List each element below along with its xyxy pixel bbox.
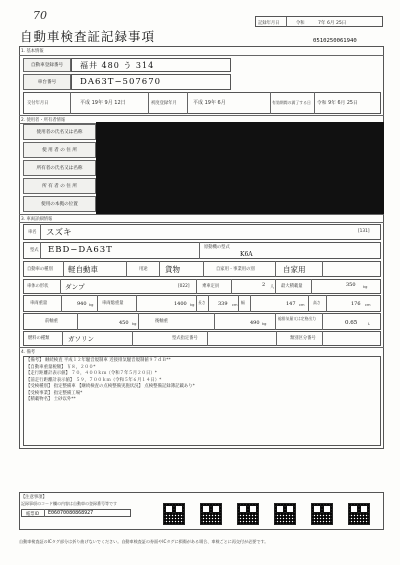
length-unit: cm	[232, 303, 238, 307]
body-code: [022]	[178, 284, 190, 289]
purpose-value: 自家用	[283, 265, 306, 274]
owner-address-label-box	[23, 178, 96, 194]
model-label: 型式	[30, 248, 39, 253]
displacement-value: 0.65	[345, 320, 358, 326]
purpose-label: 自家用・事業用の別	[216, 267, 255, 272]
rear-axle-value: 490	[250, 320, 260, 326]
sheet-id-value: E06070080868927	[48, 510, 94, 516]
front-axle-label: 前軸重	[45, 319, 58, 324]
body-label: 車体の形状	[27, 284, 49, 289]
model-value: EBD−DA63T	[48, 245, 113, 255]
width-label: 幅	[241, 300, 245, 305]
issue-label: 交付年月日	[27, 101, 49, 106]
fuel-label: 燃料の種類	[28, 336, 50, 341]
reg-label: 自動車登録番号	[30, 63, 64, 68]
first-reg-label: 初度登録年月	[151, 101, 177, 106]
weight-label: 車両重量	[30, 301, 48, 306]
document-number: 0510250061940	[313, 38, 357, 44]
length-label: 長さ	[198, 300, 206, 305]
width-value: 147	[286, 301, 296, 307]
engine-label: 原動機の型式	[204, 245, 230, 250]
base-label-box	[23, 196, 96, 212]
front-axle-value: 450	[119, 320, 129, 326]
remark-line: 【受検種別】 指定整備車 【継続検査の点検整備実施状況】 点検整備記録簿記載あり*	[26, 384, 195, 389]
remark-line: 【前走行距離計表示値】 ５９，７００ｋｍ（令和５年６月１４日）*	[26, 377, 162, 383]
weight-unit: kg	[89, 303, 94, 307]
maker-label: 車名	[28, 230, 37, 235]
section3-heading: 3. 車両詳細情報	[21, 217, 53, 222]
redacted-owner-block	[96, 122, 384, 214]
qr-code-2	[200, 503, 222, 525]
capacity-label: 乗車定員	[202, 284, 220, 289]
document-title: 自動車検査証記録事項	[20, 29, 156, 44]
chassis-label: 車台番号	[37, 80, 57, 85]
remarks-list	[26, 358, 195, 404]
maker-row	[23, 224, 381, 240]
note-title: 【注意事項】	[21, 495, 47, 500]
maxload-unit: kg	[363, 285, 368, 289]
maxload-label: 最大積載量	[281, 284, 303, 289]
first-reg-value: 平成 19年 6月	[193, 100, 226, 106]
gross-unit: kg	[190, 303, 195, 307]
displacement-unit: L	[368, 322, 371, 326]
user-name-label: 使用者の氏名又は名称	[36, 130, 83, 135]
capacity-value: 2	[262, 282, 266, 288]
expiry-value: 令和 9年 6月 25日	[317, 101, 358, 106]
remark-line: 【走行距離計表示値】 ７０，４００ｋｍ（令和７年５月２０日）*	[26, 371, 157, 376]
reg-value: 福井 480 う 314	[80, 61, 155, 70]
use-label: 用途	[139, 267, 148, 272]
length-value: 339	[218, 301, 228, 307]
record-date-value: 7年 6月 25日	[318, 21, 347, 26]
height-label: 高さ	[313, 300, 321, 305]
owner-address-label: 所 有 者 の 住 所	[42, 184, 77, 189]
user-name-label-box	[23, 124, 96, 140]
remark-line: 【受検事業】 指定整備工場*	[26, 390, 83, 396]
height-value: 176	[351, 301, 361, 307]
qr-code-1	[163, 503, 185, 525]
gross-label: 車両総重量	[102, 301, 124, 306]
qr-code-5	[311, 503, 333, 525]
section4-heading: 4. 備考	[21, 350, 36, 355]
chassis-label-box	[23, 74, 71, 90]
type-approval-label: 型式指定番号	[172, 336, 198, 341]
maxload-value: 350	[346, 282, 356, 288]
engine-value: K6A	[240, 251, 253, 258]
remark-line: 【自動車重量税額】 ￥８，２００*	[26, 364, 96, 370]
gross-value: 1400	[174, 301, 187, 307]
capacity-unit: 人	[270, 285, 275, 290]
handwritten-mark: 70	[33, 9, 47, 22]
record-date-era: 令和	[296, 21, 305, 26]
qr-code-4	[274, 503, 296, 525]
kind-value: 軽自動車	[68, 265, 98, 274]
user-address-label-box	[23, 142, 96, 158]
use-value: 貨物	[165, 265, 180, 274]
rear-axle-unit: kg	[262, 322, 267, 326]
record-date-label: 記録年月日	[258, 21, 280, 26]
chassis-value: DA63T−507670	[80, 77, 162, 87]
issue-value: 平成 19年 9月 12日	[80, 100, 126, 106]
note-text: 記録事項のコード欄の内容は自動車の登録番号等です	[21, 501, 117, 506]
maker-value: スズキ	[46, 228, 72, 238]
qr-code-6	[348, 503, 370, 525]
section1-heading: 1. 基本情報	[21, 49, 44, 54]
base-label: 使用の本拠の位置	[41, 202, 78, 207]
weight-value: 940	[77, 301, 87, 307]
remark-line: 【積載物名】 土砂以外**	[26, 397, 76, 402]
qr-code-3	[237, 503, 259, 525]
width-unit: cm	[299, 303, 305, 307]
owner-name-label-box	[23, 160, 96, 176]
footer-disclaimer: 自動車検査証のICタグ部分は折り曲げないでください。自動車検査証の券面やICタグに損傷がある場合、車検ごとに再交付が必要です。	[19, 539, 269, 544]
kind-label: 自動車の種別	[27, 267, 53, 272]
displacement-label: 総排気量又は定格出力	[278, 316, 316, 321]
record-date-box	[255, 16, 383, 27]
remark-line: 【備考】 継続検査 平成１２年騒音規制車 近接排気騒音規制値９７ｄＢ**	[26, 358, 171, 363]
body-value: ダンプ	[65, 283, 85, 291]
sheet-id-label: 帳票ID	[26, 512, 40, 517]
section2-heading: 2. 使用者・所有者情報	[21, 118, 66, 123]
height-unit: cm	[365, 303, 371, 307]
category-label: 類別区分番号	[290, 336, 316, 341]
user-address-label: 使 用 者 の 住 所	[42, 148, 77, 153]
fuel-value: ガソリン	[68, 335, 94, 343]
front-axle-unit: kg	[132, 322, 137, 326]
maker-code: [131]	[358, 229, 370, 234]
owner-name-label: 所有者の氏名又は名称	[36, 166, 83, 171]
reg-label-box	[23, 58, 71, 72]
expiry-label: 有効期間の満了する日	[272, 100, 311, 105]
rear-axle-label: 後軸重	[155, 319, 168, 324]
